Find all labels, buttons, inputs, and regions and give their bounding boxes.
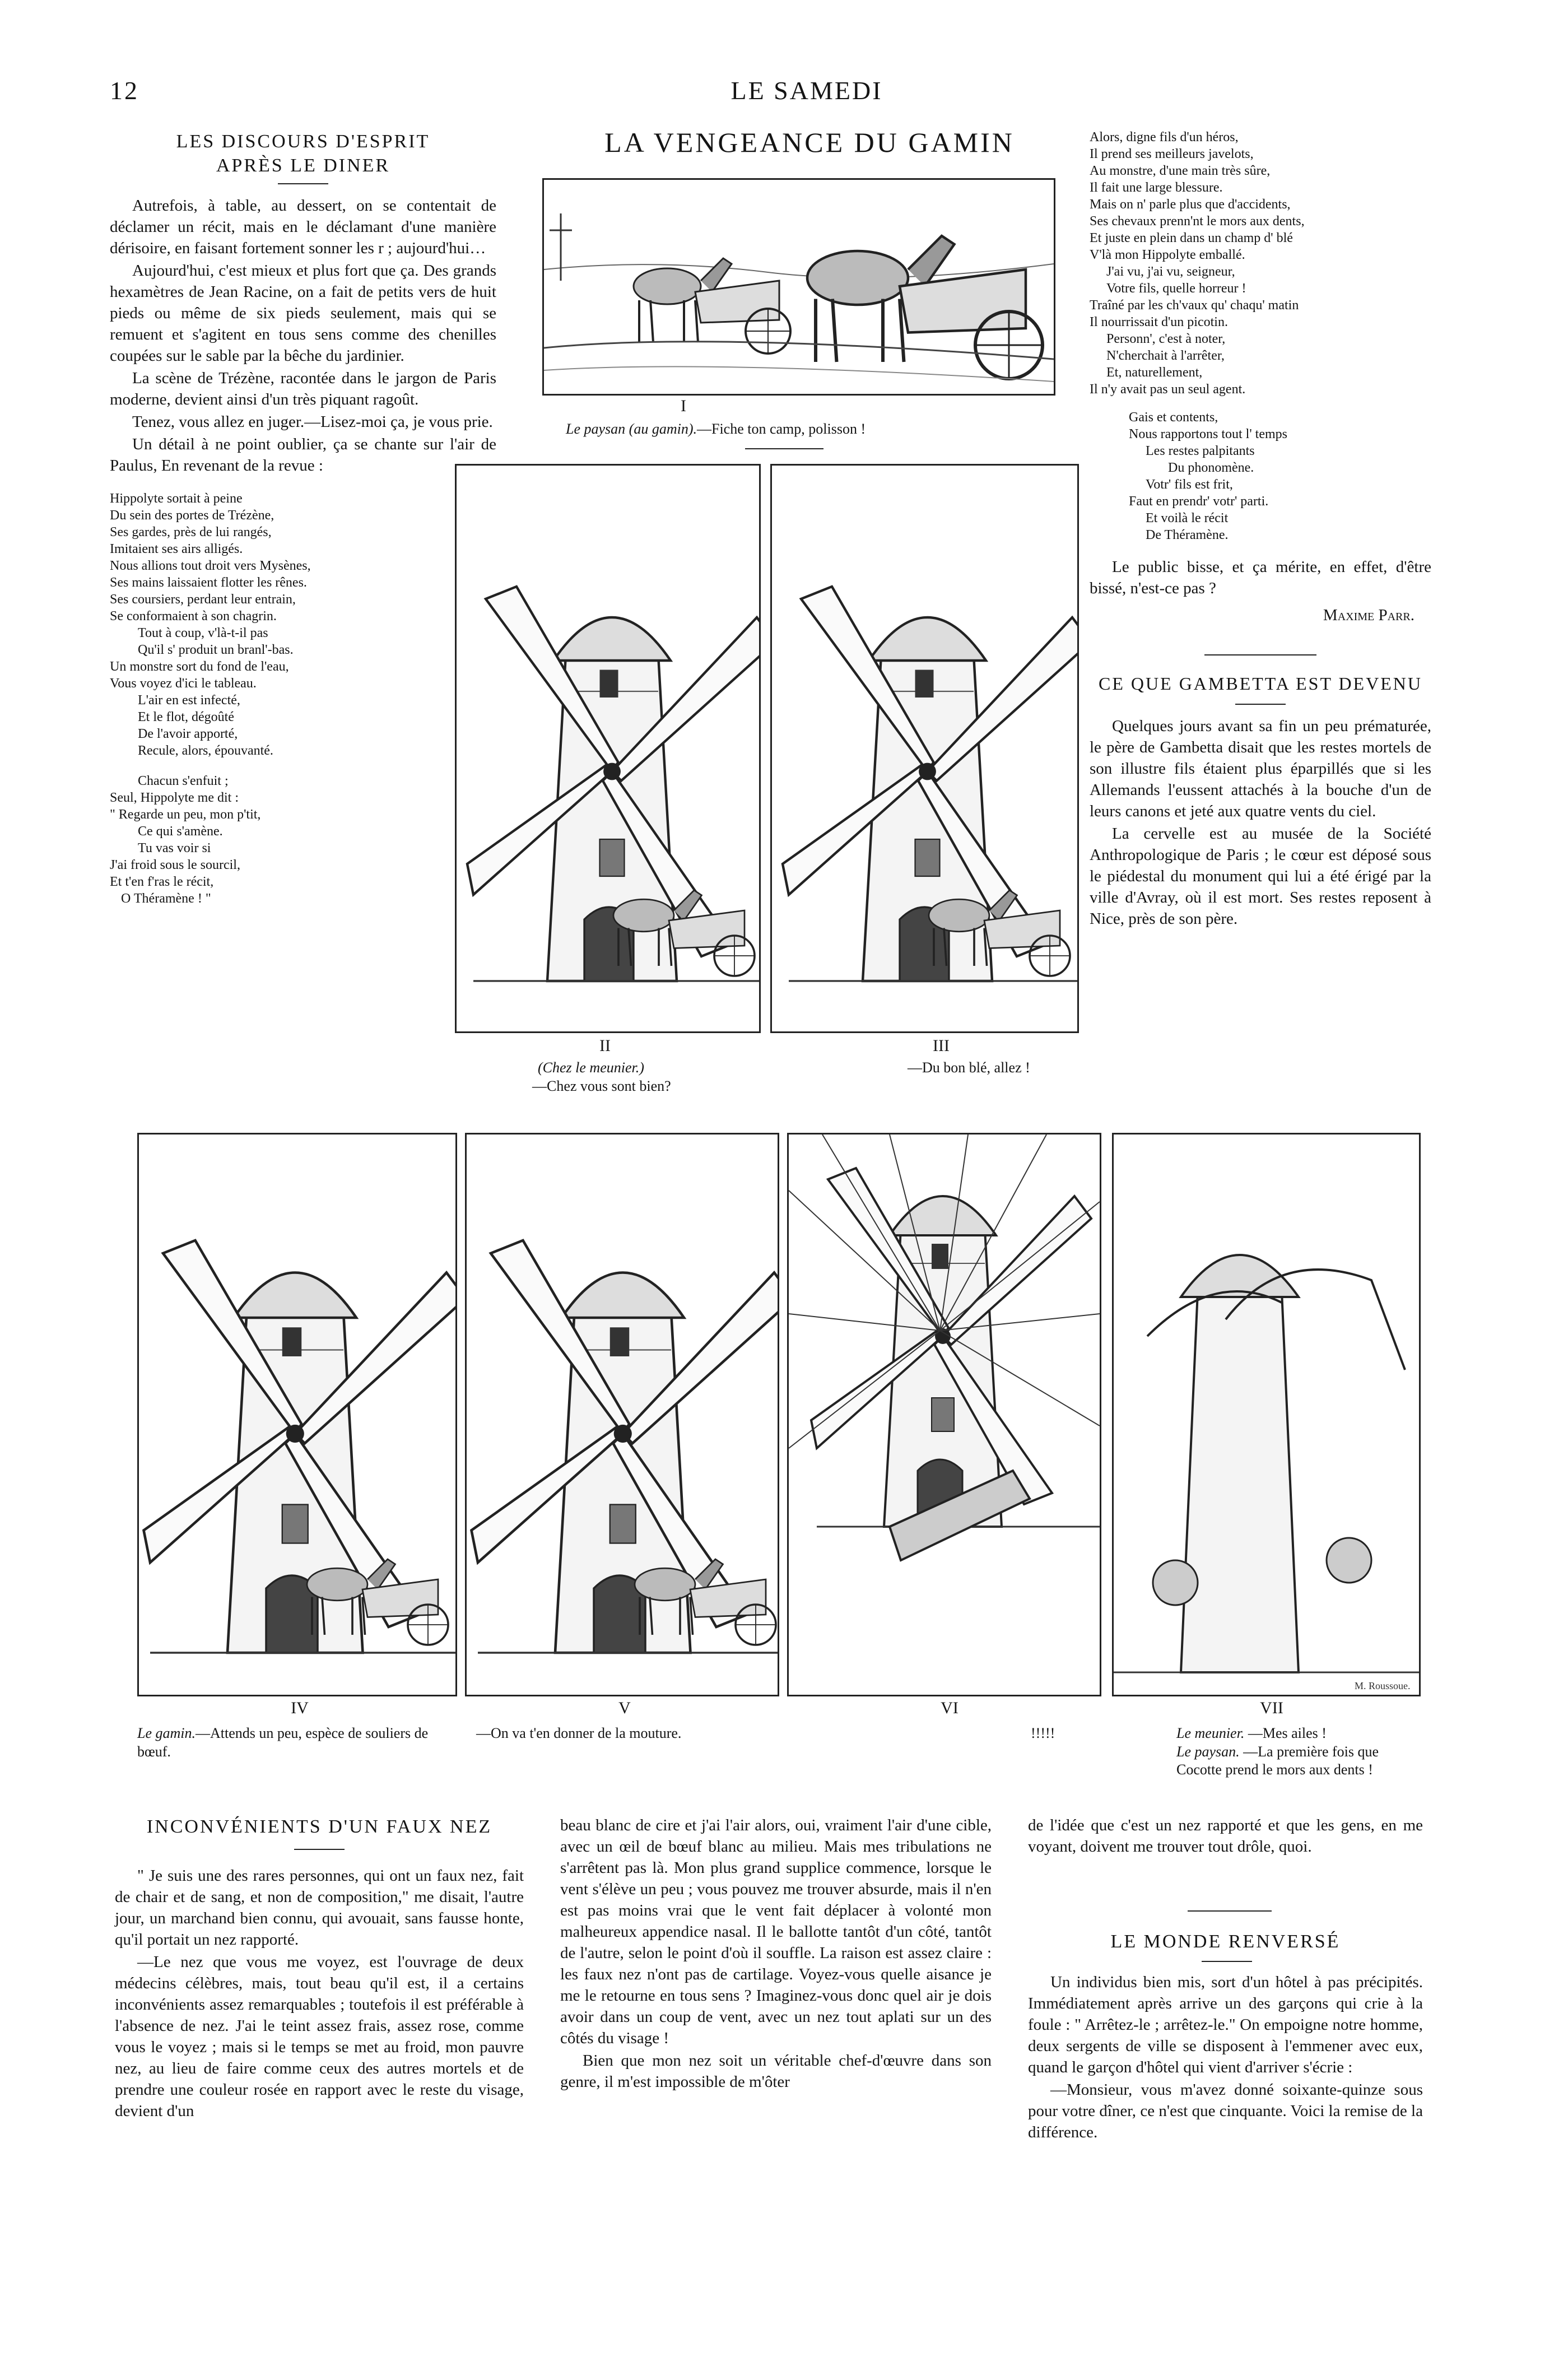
- verse-line: Un monstre sort du fond de l'eau,: [110, 659, 289, 674]
- verse-line: Seul, Hippolyte me dit :: [110, 790, 239, 805]
- comic-panel-4: [137, 1133, 457, 1696]
- verse-line: Et le flot, dégoûté: [138, 709, 234, 724]
- verse-line: Ses chevaux prenn'nt le mors aux dents,: [1090, 214, 1305, 229]
- verse-block-3: [1090, 129, 1431, 398]
- article-body-faux-nez-col1: [115, 1866, 524, 2123]
- caption-rule: [745, 448, 823, 449]
- verse-line: Nous allions tout droit vers Mysènes,: [110, 558, 311, 573]
- paragraph: Quelques jours avant sa fin un peu prématurée, le père de Gambetta disait que les restes mortels de son illustre fils étaient plus éparpillés que si les Allemands l'eussent attachés à la bouche d'un de leurs canons et jeté aux quatre vents du ciel.: [1090, 717, 1431, 820]
- article-body-gambetta: [1090, 716, 1431, 930]
- verse-line: " Regarde un peu, mon p'tit,: [110, 807, 261, 822]
- article-body-monde-renverse: [1028, 1972, 1423, 2145]
- verse-line: Ses coursiers, perdant leur entrain,: [110, 592, 296, 607]
- verse-line: Et, naturellement,: [1106, 365, 1203, 380]
- panel-caption-5: —On va t'en donner de la mouture.: [476, 1725, 682, 1741]
- verse-line: Tout à coup, v'là-t-il pas: [138, 625, 268, 640]
- verse-line: L'air en est infecté,: [138, 692, 240, 708]
- title-rule: [1235, 704, 1286, 705]
- paragraph: Aujourd'hui, c'est mieux et plus fort que ça. Des grands hexamètres de Jean Racine, on a fait de petits vers de huit pieds ou même de six pieds seulement, mais qui se remuent et s'agitent en tous sens comme des chenilles coupées sur le sable par la bêche du jardinier.: [110, 261, 496, 365]
- verse-line: De Théramène.: [1146, 528, 1229, 542]
- verse-line: O Théramène ! ": [121, 891, 211, 906]
- paragraph: —Monsieur, vous m'avez donné soixante-quinze sous pour votre dîner, ce n'est que cinquante. Voici la remise de la différence.: [1028, 2080, 1423, 2141]
- dialogue: —Chez vous sont bien?: [532, 1077, 671, 1094]
- verse-line: Il fait une large blessure.: [1090, 180, 1223, 195]
- verse-block-2: [110, 773, 496, 907]
- paragraph: —Le nez que vous me voyez, est l'ouvrage de deux médecins célèbres, mais, tout beau qu'il est, il a certains inconvénients assez remarquables ; toutefois il est préférable à l'absence de nez. J'ai le teint assez frais, assez rose, comme vous le voyez ; mais si le temps se met au froid, mon pauvre nez, au lieu de faire comme ceux des autres mortels et de prendre une couleur rosée en rapport avec le reste du visage, devient d'un: [115, 1952, 524, 2120]
- verse-line: Il prend ses meilleurs javelots,: [1090, 147, 1254, 161]
- verse-block-1: [110, 490, 496, 759]
- verse-line: Tu vas voir si: [138, 840, 211, 855]
- paragraph: Autrefois, à table, au dessert, on se contentait de déclamer un récit, mais en le déclamant d'une manière dérisoire, en faisant fortement sonner les r ; aujourd'hui…: [110, 197, 496, 257]
- verse-line: Et t'en f'ras le récit,: [110, 874, 214, 889]
- verse-line: J'ai froid sous le sourcil,: [110, 857, 240, 872]
- panel-caption-6: !!!!!: [1031, 1725, 1055, 1741]
- panel-caption-4: [137, 1724, 451, 1761]
- paragraph: de l'idée que c'est un nez rapporté et que les gens, en me voyant, doivent me trouver tout drôle, quoi.: [1028, 1816, 1423, 1856]
- verse-line: Chacun s'enfuit ;: [138, 773, 229, 788]
- verse-line: Et voilà le récit: [1146, 511, 1229, 526]
- title-rule: [1202, 1961, 1252, 1962]
- verse-line: Alors, digne fils d'un héros,: [1090, 130, 1239, 145]
- verse-line: Du phonomène.: [1168, 461, 1254, 475]
- dialogue: —Mes ailes !: [1248, 1725, 1327, 1741]
- page-number: 12: [110, 76, 139, 105]
- article-separator: [1188, 1910, 1272, 1912]
- panel-number: VII: [1260, 1699, 1283, 1717]
- author-signature: Maxime Parr.: [1323, 606, 1415, 624]
- verse-line: Votre fils, quelle horreur !: [1106, 281, 1246, 296]
- verse-line: Il nourrissait d'un picotin.: [1090, 315, 1228, 329]
- speaker: Le paysan (au gamin).: [566, 421, 697, 437]
- verse-line: V'là mon Hippolyte emballé.: [1090, 248, 1245, 262]
- verse-line: Ses gardes, près de lui rangés,: [110, 524, 272, 540]
- windmill-crash-illustration: [789, 1134, 1100, 1695]
- verse-line: Mais on n' parle plus que d'accidents,: [1090, 197, 1291, 212]
- comic-panel-3: [770, 464, 1079, 1033]
- windmill-illustration: [772, 466, 1077, 1031]
- verse-line: N'cherchait à l'arrêter,: [1106, 348, 1225, 363]
- article-body-faux-nez-col2: [560, 1815, 992, 2094]
- dialogue: —La première fois que Cocotte prend le mors aux dents !: [1176, 1743, 1379, 1778]
- panel-caption-1: [566, 420, 1036, 439]
- verse-line: De l'avoir apporté,: [138, 726, 238, 741]
- windmill-illustration: [457, 466, 759, 1031]
- verse-line: J'ai vu, j'ai vu, seigneur,: [1106, 264, 1235, 279]
- article-title-discours: LES DISCOURS D'ESPRIT APRÈS LE DINER: [176, 131, 430, 176]
- paragraph: La scène de Trézène, racontée dans le jargon de Paris moderne, devient ainsi d'un très piquant ragoût.: [110, 369, 496, 408]
- panel-number: V: [618, 1699, 631, 1717]
- farmer-cart-illustration: [544, 180, 1054, 394]
- verse-line: Faut en prendr' votr' parti.: [1129, 494, 1269, 509]
- speaker: Le gamin.: [137, 1725, 196, 1741]
- verse-line: Et juste en plein dans un champ d' blé: [1090, 231, 1293, 245]
- verse-block-4: [1129, 409, 1431, 543]
- verse-line: Traîné par les ch'vaux qu' chaqu' matin: [1090, 298, 1299, 313]
- panel-number: III: [933, 1036, 950, 1055]
- panel-caption-2: [527, 1059, 762, 1095]
- comic-panel-7: [1112, 1133, 1421, 1696]
- column-left: [110, 130, 496, 907]
- verse-line: Recule, alors, épouvanté.: [138, 743, 273, 758]
- article-body-faux-nez-col3: [1028, 1815, 1423, 1859]
- panel-number: IV: [291, 1699, 309, 1717]
- broken-windmill-illustration: [1114, 1134, 1419, 1695]
- title-rule: [278, 183, 328, 184]
- windmill-illustration: [467, 1134, 778, 1695]
- verse-line: Personn', c'est à noter,: [1106, 332, 1226, 346]
- verse-line: Qu'il s' produit un branl'-bas.: [138, 642, 294, 657]
- verse-line: Il n'y avait pas un seul agent.: [1090, 382, 1246, 397]
- paragraph: Tenez, vous allez en juger.—Lisez-moi ça, je vous prie.: [132, 412, 493, 431]
- artist-signature: M. Roussoue.: [1355, 1680, 1411, 1691]
- paragraph: La cervelle est au musée de la Société Anthropologique de Paris ; le cœur est déposé sous le piédestal du monument qui lui a été érigé par la ville d'Avray, où il est mort. Ses restes reposent à Nice, près de son père.: [1090, 824, 1431, 928]
- verse-line: Nous rapportons tout l' temps: [1129, 427, 1287, 441]
- paragraph: " Je suis une des rares personnes, qui ont un faux nez, fait de chair et de sang, et non de composition," me disait, l'autre jour, un marchand bien connu, qui avouait, sans fausse honte, qu'il portait un nez rapporté.: [115, 1867, 524, 1949]
- comic-panel-2: [455, 464, 761, 1033]
- comic-panel-5: [465, 1133, 779, 1696]
- verse-line: Gais et contents,: [1129, 410, 1218, 425]
- article-title-faux-nez: INCONVÉNIENTS D'UN FAUX NEZ: [146, 1816, 492, 1837]
- dialogue: —Attends un peu, espèce de souliers de bœuf.: [137, 1725, 429, 1760]
- verse-line: Au monstre, d'une main très sûre,: [1090, 164, 1271, 178]
- paragraph: Un détail à ne point oublier, ça se chante sur l'air de Paulus, En revenant de la revue :: [110, 435, 496, 475]
- article-title-monde-renverse: LE MONDE RENVERSÉ: [1110, 1931, 1341, 1952]
- verse-line: Imitaient ses airs alligés.: [110, 541, 243, 556]
- article-separator: [1204, 654, 1316, 655]
- verse-line: Du sein des portes de Trézène,: [110, 508, 274, 523]
- article-title-gambetta: CE QUE GAMBETTA EST DEVENU: [1099, 673, 1422, 694]
- panel-caption-7: [1176, 1724, 1423, 1779]
- paragraph: beau blanc de cire et j'ai l'air alors, oui, vraiment l'air d'une cible, avec un œil de bœuf blanc au milieu. Mais mes tribulations ne s'arrêtent pas là. Mon plus grand supplice commence, lorsque le vent s'élève un peu ; vous pouvez me trouver absurde, mais il n'en est pas moins vrai que le vent fait déplacer à volonté mon malheureux appendice nasal. Il le ballotte tantôt d'un côté, tantôt de l'autre, selon le point d'où il souffle. La raison est assez claire : les faux nez n'ont pas de cartilage. Voyez-vous quelle aisance je me le retourne en tous sens ? Imaginez-vous donc quel air je dois avoir dans un coup de vent, avec un nez tout aplati sur un des côtés du visage !: [560, 1816, 992, 2047]
- verse-line: Votr' fils est frit,: [1146, 477, 1233, 492]
- article-body-discours: [110, 196, 496, 477]
- paragraph: Bien que mon nez soit un véritable chef-d'œuvre dans son genre, il m'est impossible de m'ôter: [560, 2051, 992, 2091]
- journal-title: LE SAMEDI: [731, 76, 883, 105]
- verse-line: Les restes palpitants: [1146, 444, 1255, 458]
- verse-line: Ses mains laissaient flotter les rênes.: [110, 575, 307, 590]
- speaker: Le paysan.: [1176, 1743, 1240, 1760]
- panel-number: II: [599, 1036, 611, 1055]
- verse-line: Ce qui s'amène.: [138, 824, 223, 839]
- comic-title: LA VENGEANCE DU GAMIN: [604, 127, 1015, 158]
- dialogue: —Fiche ton camp, polisson !: [696, 421, 866, 437]
- paragraph: Le public bisse, et ça mérite, en effet, d'être bissé, n'est-ce pas ?: [1090, 558, 1431, 597]
- speaker: (Chez le meunier.): [538, 1059, 644, 1076]
- verse-line: Se conformaient à son chagrin.: [110, 608, 277, 624]
- speaker: Le meunier.: [1176, 1725, 1245, 1741]
- paragraph: Un individus bien mis, sort d'un hôtel à pas précipités. Immédiatement après arrive un des garçons qui crie à la foule : " Arrêtez-le ; arrêtez-le." On empoigne notre homme, deux sergents de ville se disposent à l'emmener avec eux, quand le garçon d'hôtel qui vient d'arriver s'écrie :: [1028, 1973, 1423, 2076]
- verse-line: Hippolyte sortait à peine: [110, 491, 243, 506]
- comic-panel-6: [787, 1133, 1101, 1696]
- windmill-illustration: [139, 1134, 455, 1695]
- panel-number: I: [681, 397, 686, 415]
- column-right: [1090, 129, 1431, 931]
- article-closing: [1090, 557, 1431, 599]
- panel-number: VI: [941, 1699, 959, 1717]
- verse-line: Vous voyez d'ici le tableau.: [110, 676, 257, 691]
- comic-panel-1: [542, 178, 1055, 396]
- title-rule: [294, 1849, 345, 1850]
- panel-caption-3: —Du bon blé, allez !: [908, 1059, 1030, 1076]
